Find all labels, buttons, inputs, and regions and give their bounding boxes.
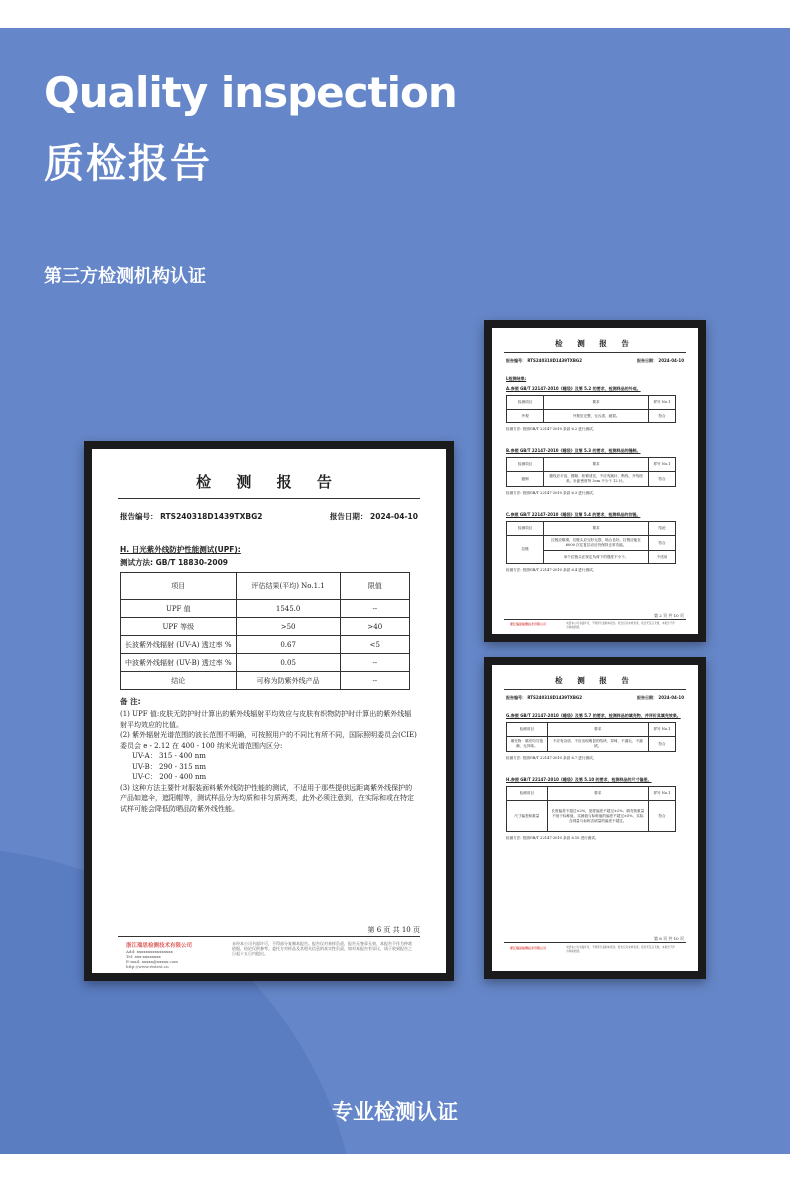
cell: 检测项目 bbox=[507, 458, 544, 472]
cell: 1545.0 bbox=[236, 600, 340, 618]
table-row bbox=[507, 536, 676, 551]
table-header-item: 项目 bbox=[121, 573, 237, 600]
disclaimer: 未经本公司书面许可，不得部分复制本报告。报告仅对来样负责，报告无签章无效，本报告不作为仲裁依据。 bbox=[566, 622, 675, 629]
table-row bbox=[121, 672, 410, 690]
lab-name: 浙江瑞思检测技术有限公司 bbox=[126, 943, 193, 949]
cell: 缝制 bbox=[507, 472, 544, 487]
block-heading: B.参照 GB/T 22147-2010《睡袋》及第 5.3 的要求，检测样品的缝制。 bbox=[506, 448, 641, 453]
cell: 单个拉链头在规定负荷下的强度不小于。 bbox=[544, 551, 649, 564]
report-date: 报告日期： 2024-04-10 bbox=[329, 512, 418, 521]
report-meta bbox=[506, 358, 684, 364]
table-header-row bbox=[507, 396, 676, 410]
spacer bbox=[492, 496, 698, 508]
report-page-small-1 bbox=[492, 328, 698, 634]
footer-rule bbox=[118, 936, 420, 937]
cell: 检测项目 bbox=[507, 723, 548, 737]
cell: 符合 bbox=[648, 472, 675, 487]
cell: 要求 bbox=[544, 522, 649, 536]
report-frame-small-1 bbox=[484, 320, 706, 642]
report-meta bbox=[506, 695, 684, 701]
cell: 0.05 bbox=[236, 654, 340, 672]
block-method: 检测方法: 按照GB/T 22147-2010 条款 6.2 进行测试。 bbox=[506, 427, 597, 431]
table-row bbox=[121, 618, 410, 636]
title-rule bbox=[504, 689, 686, 690]
lab-name: 浙江瑞思检测技术有限公司 bbox=[510, 622, 547, 626]
test-method: 测试方法: GB/T 18830-2009 bbox=[120, 558, 229, 567]
table-header-row bbox=[507, 458, 676, 472]
footer-rule bbox=[504, 619, 686, 620]
table-row bbox=[121, 654, 410, 672]
table-header-row bbox=[507, 787, 676, 801]
title-chinese: 质检报告 bbox=[44, 141, 212, 187]
report-date: 报告日期： 2024-04-10 bbox=[637, 695, 684, 700]
disclaimer: 未经本公司书面许可，不得部分复制本报告。报告仅对来样负责，报告无签章无效，本报告不作为仲裁依据，结论仅供参考。委托方对样品及其相关信息的真实性负责，如对本报告有异议，请于收到报告之日起十五日内提出。 bbox=[232, 941, 412, 956]
report-date: 报告日期： 2024-04-10 bbox=[637, 358, 684, 363]
cell: 缝线应平直、圆顺、松紧适宜，不应有跳针、断线、开线现象。针距密度每 3cm 不少于 12 针。 bbox=[544, 472, 649, 487]
block-method: 检测方法: 按照GB/T 22147-2010 条款 6.7 进行测试。 bbox=[506, 756, 597, 760]
cell: 拉链应顺滑，拉链头应完好无损、啮合良好。拉链应能在 6000 次往复拉动后仍保持正常功能。 bbox=[544, 536, 649, 551]
cell: 结论 bbox=[121, 672, 237, 690]
note-item: UV-B： 290 - 315 nm bbox=[132, 762, 206, 771]
result-table bbox=[506, 786, 676, 832]
report-page-small-2 bbox=[492, 665, 698, 971]
report-page-main bbox=[92, 449, 446, 973]
cell: 不适用 bbox=[648, 551, 675, 564]
block-heading: G.参照 GB/T 22147-2010《睡袋》及第 5.7 的要求，检测样品的填充物，并评价其填充效果。 bbox=[506, 713, 681, 718]
cell: 要求 bbox=[544, 458, 649, 472]
report-number: 报告编号： RTS240318D1439TXBG2 bbox=[120, 512, 263, 521]
table-header-limit: 限值 bbox=[340, 573, 409, 600]
cell: 中波紫外线辐射 (UV-B) 透过率 % bbox=[121, 654, 237, 672]
lab-contact bbox=[126, 949, 226, 969]
report-title: 检 测 报 告 bbox=[196, 473, 342, 491]
title-rule bbox=[118, 498, 420, 499]
section-heading: L检测结果: bbox=[506, 376, 527, 381]
lab-contact-line: http://www.rtstest.cn bbox=[126, 964, 169, 969]
page-number: 第 8 页 共 10 页 bbox=[654, 936, 684, 941]
lab-name: 浙江瑞思检测技术有限公司 bbox=[510, 946, 547, 950]
cell: 检测项目 bbox=[507, 787, 548, 801]
block-heading: H.参照 GB/T 22147-2010《睡袋》及第 5.10 的要求，检测样品的尺寸偏差。 bbox=[506, 777, 652, 782]
cell: 符合 bbox=[648, 410, 675, 423]
report-meta bbox=[120, 511, 418, 522]
cell: 长波紫外线辐射 (UV-A) 透过率 % bbox=[121, 636, 237, 654]
footer-rule bbox=[504, 942, 686, 943]
page-number: 第 2 页 共 10 页 bbox=[654, 613, 684, 618]
table-header-row bbox=[121, 573, 410, 600]
blue-banner bbox=[0, 28, 790, 1154]
notes-heading: 备 注: bbox=[120, 697, 141, 706]
cell: 要求 bbox=[547, 723, 648, 737]
cell: 样号 No.1 bbox=[648, 787, 675, 801]
cell: >40 bbox=[340, 618, 409, 636]
table-row bbox=[507, 472, 676, 487]
cell: 符合 bbox=[648, 801, 675, 832]
result-table bbox=[506, 722, 676, 752]
cell: 外观应完整，无污渍、破损。 bbox=[544, 410, 649, 423]
block-method: 检测方法: 按照GB/T 22147-2010 条款 6.3 进行测试。 bbox=[506, 491, 597, 495]
disclaimer: 未经本公司书面许可，不得部分复制本报告。报告仅对来样负责，报告无签章无效，本报告不作为仲裁依据。 bbox=[566, 946, 675, 953]
table-header-row bbox=[507, 522, 676, 536]
table-header-row bbox=[507, 723, 676, 737]
cell: -- bbox=[340, 600, 409, 618]
block-method: 检测方法: 按照GB/T 22147-2010 条款 6.10 进行测试。 bbox=[506, 836, 599, 840]
result-table bbox=[506, 521, 676, 564]
cell: 符合 bbox=[648, 536, 675, 551]
cell: UPF 值 bbox=[121, 600, 237, 618]
cell: 要求 bbox=[547, 787, 648, 801]
cell: UPF 等级 bbox=[121, 618, 237, 636]
block-heading: C.参照 GB/T 22147-2010《睡袋》及第 5.4 的要求，检测样品的拉链。 bbox=[506, 512, 641, 517]
cell: 长度偏差不超过±2%，宽度偏差不超过±2%；填充物重量不低于标称值，实测值与标称值的偏差不超过±5%，实际含绒量与标称含绒量的偏差不超过。 bbox=[547, 801, 648, 832]
table-row bbox=[121, 600, 410, 618]
note-item: UV-C： 200 - 400 nm bbox=[132, 773, 207, 781]
subtitle: 第三方检测机构认证 bbox=[44, 266, 206, 287]
cell: 0.67 bbox=[236, 636, 340, 654]
cell: 符合 bbox=[648, 737, 675, 752]
notes bbox=[120, 709, 418, 814]
table-row bbox=[507, 737, 676, 752]
cell: -- bbox=[340, 654, 409, 672]
note-item: (1) UPF 值:皮肤无防护时计算出的紫外线辐射平均效应与皮肤有织物防护时计算出的紫外线辐射平均效应的比值。 bbox=[120, 710, 412, 729]
lab-contact-line: E-mail: xxxxx@xxxxx.com bbox=[126, 959, 178, 964]
cell: 样号 No.1 bbox=[648, 458, 675, 472]
upf-table bbox=[120, 572, 410, 690]
cell: 可称为防紫外线产品 bbox=[236, 672, 340, 690]
cell: -- bbox=[340, 672, 409, 690]
note-item: (3) 这种方法主要针对服装面料紫外线防护性能的测试，不适用于那些提供远距离紫外线保护的产品如遮伞，遮阳帽等，测试样品分为均质和非匀质两类，此外必须注意到，在实际和或在特定试样可能会降低防晒品防紫外线性能。 bbox=[120, 783, 414, 813]
cell: <5 bbox=[340, 636, 409, 654]
cell: 拉链 bbox=[507, 536, 544, 564]
title-english: Quality inspection bbox=[44, 68, 457, 117]
table-row bbox=[507, 801, 676, 832]
spacer bbox=[492, 432, 698, 444]
block-method: 检测方法: 按照GB/T 22147-2010 条款 6.4 进行测试。 bbox=[506, 568, 597, 572]
report-title: 检 测 报 告 bbox=[555, 676, 635, 685]
table-header-result: 评估结果(平均) No.1.1 bbox=[236, 573, 340, 600]
page-number: 第 6 页 共 10 页 bbox=[367, 926, 420, 934]
cell: 尺寸偏差和重量 bbox=[507, 801, 548, 832]
table-row bbox=[121, 636, 410, 654]
report-frame-main bbox=[84, 441, 454, 981]
cell: 样号 No.1 bbox=[648, 396, 675, 410]
result-table bbox=[506, 395, 676, 423]
cell: >50 bbox=[236, 618, 340, 636]
cell: 不应有杂质、不应出现明显的结块、异味、不漏毛、不漏绒。 bbox=[547, 737, 648, 752]
report-frame-small-2 bbox=[484, 657, 706, 979]
report-title: 检 测 报 告 bbox=[555, 339, 635, 348]
cell: 填充物：填充均匀饱满、无异味。 bbox=[507, 737, 548, 752]
lab-contact-line: Tel: xxx-xxxxxxxx bbox=[126, 954, 161, 959]
cell: 检测项目 bbox=[507, 396, 544, 410]
table-row bbox=[507, 410, 676, 423]
section-heading: H. 日光紫外线防护性能测试(UPF): bbox=[120, 545, 241, 554]
lab-contact-line: Add: xxxxxxxxxxxxxxxx bbox=[126, 949, 173, 954]
spacer bbox=[492, 761, 698, 773]
report-number: 报告编号： RTS240318D1439TXBG2 bbox=[506, 695, 582, 700]
footer-caption: 专业检测认证 bbox=[332, 1100, 458, 1124]
note-item: UV-A： 315 - 400 nm bbox=[132, 752, 206, 760]
note-item: (2) 紫外辐射光谱范围的波长范围不明确，可按照用户的不同比有所不同，国际照明委员会(CIE)委员会 e - 2.12 在 400 - 100 纳米光谱范围内区分: bbox=[120, 731, 417, 750]
cell: 检测项目 bbox=[507, 522, 544, 536]
cell: 要求 bbox=[544, 396, 649, 410]
title-rule bbox=[504, 352, 686, 353]
cell: 结论 bbox=[648, 522, 675, 536]
block-heading: A.参照 GB/T 22147-2010《睡袋》及第 5.2 的要求，检测样品的外观。 bbox=[506, 386, 641, 391]
cell: 样号 No.1 bbox=[648, 723, 675, 737]
cell: 外观 bbox=[507, 410, 544, 423]
report-number: 报告编号： RTS240318D1439TXBG2 bbox=[506, 358, 582, 363]
result-table bbox=[506, 457, 676, 487]
